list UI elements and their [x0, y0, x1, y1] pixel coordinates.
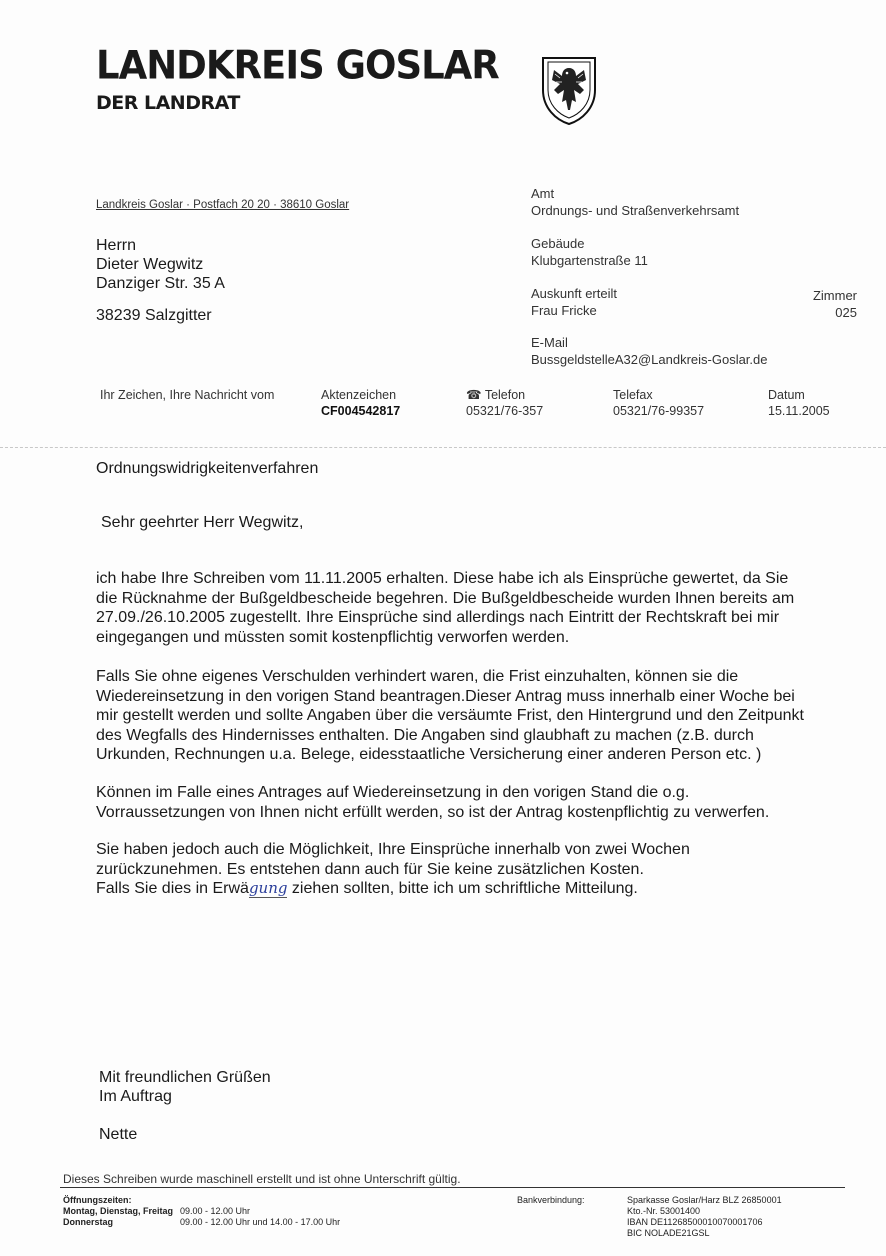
- paragraph-2: [96, 667, 856, 765]
- return-address: Landkreis Goslar · Postfach 20 20 · 38610 Goslar: [96, 199, 350, 211]
- footer-rule: [60, 1187, 845, 1188]
- paragraph-line: ich habe Ihre Schreiben vom 11.11.2005 erhalten. Diese habe ich als Einsprüche gewertet, da Sie: [96, 570, 789, 587]
- organization-title: LANDKREIS GOSLAR: [96, 42, 499, 89]
- signatory-name: Nette: [99, 1126, 138, 1143]
- telefax-value: 05321/76-99357: [613, 404, 705, 418]
- datum-label: Datum: [768, 388, 805, 402]
- subject-line: Ordnungswidrigkeitenverfahren: [96, 460, 319, 477]
- aktenzeichen-label: Aktenzeichen: [321, 388, 397, 402]
- info-zimmer: [790, 287, 857, 321]
- aktenzeichen-value: CF004542817: [321, 404, 401, 418]
- amt-value: Ordnungs- und Straßenverkehrsamt: [531, 203, 740, 218]
- recipient-address: [96, 236, 225, 325]
- info-gebaeude: [531, 235, 648, 269]
- recipient-street: Danziger Str. 35 A: [96, 275, 225, 292]
- telefon-label: Telefon: [484, 388, 526, 402]
- bank-line: Kto.-Nr. 53001400: [627, 1206, 701, 1216]
- ref-telefax: [613, 387, 704, 419]
- paragraph-line: Vorraussetzungen von Ihnen nicht erfüllt werden, so ist der Antrag kostenpflichtig zu verwerfen.: [96, 803, 770, 821]
- closing-block: [99, 1068, 271, 1106]
- paragraph-3: [96, 783, 856, 822]
- auskunft-value: Frau Fricke: [531, 303, 597, 318]
- hours-row2-days: Donnerstag: [63, 1217, 114, 1227]
- info-email: [531, 334, 768, 368]
- paragraph-line: Sie haben jedoch auch die Möglichkeit, Ihre Einsprüche innerhalb von zwei Wochen: [96, 841, 690, 858]
- text-after-correction: ziehen sollten, bitte ich um schriftliche Mitteilung.: [287, 880, 638, 897]
- bank-line: IBAN DE11268500010070001706: [627, 1217, 763, 1227]
- ref-datum: [768, 387, 830, 419]
- bank-line: Sparkasse Goslar/Harz BLZ 26850001: [627, 1195, 782, 1205]
- paragraph-line: Wiedereinsetzung in den vorigen Stand beantragen.Dieser Antrag muss innerhalb einer Woche bei: [96, 687, 795, 705]
- hours-row1-time: 09.00 - 12.00 Uhr: [180, 1206, 251, 1216]
- paragraph-4: [96, 840, 856, 899]
- bank-line: BIC NOLADE21GSL: [627, 1228, 710, 1238]
- letter-salutation: Sehr geehrter Herr Wegwitz,: [101, 514, 304, 531]
- paragraph-line: zurückzunehmen. Es entstehen dann auch für Sie keine zusätzlichen Kosten.: [96, 860, 644, 878]
- hours-label: Öffnungszeiten:: [63, 1195, 132, 1205]
- gebaeude-label: Gebäude: [531, 236, 585, 251]
- datum-value: 15.11.2005: [768, 404, 830, 418]
- telefax-label: Telefax: [613, 388, 653, 402]
- info-amt: [531, 185, 739, 219]
- email-label: E-Mail: [531, 335, 568, 350]
- organization-subtitle: DER LANDRAT: [96, 92, 240, 114]
- amt-label: Amt: [531, 186, 555, 201]
- recipient-city: 38239 Salzgitter: [96, 307, 212, 324]
- telephone-icon: ☎: [466, 388, 482, 402]
- ref-aktenzeichen: [321, 387, 400, 419]
- auskunft-label: Auskunft erteilt: [531, 286, 617, 301]
- bank-label: Bankverbindung:: [517, 1195, 585, 1205]
- bank-details: [627, 1195, 782, 1239]
- zimmer-value: 025: [835, 305, 857, 320]
- separator-line: [0, 447, 886, 448]
- paragraph-line: die Rücknahme der Bußgeldbescheide begehren. Die Bußgeldbescheide wurden Ihnen bereits am: [96, 589, 795, 607]
- telefon-value: 05321/76-357: [466, 404, 544, 418]
- paragraph-line: des Wegfalls des Hindernisses enthalten. Die Angaben sind glaubhaft zu machen (z.B. durch: [96, 726, 754, 744]
- opening-hours-times: [180, 1206, 340, 1228]
- paragraph-line: Falls Sie ohne eigenes Verschulden verhindert waren, die Frist einzuhalten, können sie die: [96, 668, 739, 685]
- zimmer-label: Zimmer: [812, 288, 857, 303]
- recipient-salutation: Herrn: [96, 237, 137, 254]
- paragraph-line-last: [96, 879, 856, 899]
- hours-row1-days: Montag, Dienstag, Freitag: [63, 1206, 174, 1216]
- paragraph-line: mir gestellt werden und sollte Angaben über die versäumte Frist, den Hintergrund und den Zeitpunkt: [96, 707, 804, 724]
- machine-generated-note: Dieses Schreiben wurde maschinell erstellt und ist ohne Unterschrift gültig.: [63, 1172, 461, 1186]
- paragraph-line: Urkunden, Rechnungen u.a. Belege, eidesstaatliche Versicherung einer anderen Person etc. ): [96, 746, 762, 763]
- email-value: BussgeldstelleA32@Landkreis-Goslar.de: [531, 352, 768, 367]
- ref-telefon: [466, 387, 543, 419]
- paragraph-line: 27.09./26.10.2005 zugestellt. Ihre Einsprüche sind allerdings nach Eintritt der Rechtskraft bei mir: [96, 609, 780, 626]
- closing-im-auftrag: Im Auftrag: [99, 1088, 172, 1105]
- paragraph-line: eingegangen und müssten somit kostenpflichtig verworfen werden.: [96, 628, 570, 646]
- paragraph-1: [96, 569, 856, 647]
- paragraph-line: Können im Falle eines Antrages auf Wiedereinsetzung in den vorigen Stand die o.g.: [96, 784, 690, 801]
- gebaeude-value: Klubgartenstraße 11: [531, 253, 648, 268]
- closing-greeting: Mit freundlichen Grüßen: [99, 1069, 271, 1086]
- hours-row2-time: 09.00 - 12.00 Uhr und 14.00 - 17.00 Uhr: [180, 1217, 341, 1227]
- ihr-zeichen-label: Ihr Zeichen, Ihre Nachricht vom: [100, 388, 275, 402]
- info-auskunft: [531, 285, 617, 319]
- handwritten-correction: gung: [248, 879, 288, 897]
- text-before-correction: Falls Sie dies in Erwä: [96, 880, 249, 897]
- recipient-name: Dieter Wegwitz: [96, 256, 204, 273]
- opening-hours: [63, 1195, 173, 1228]
- coat-of-arms-icon: [540, 54, 598, 126]
